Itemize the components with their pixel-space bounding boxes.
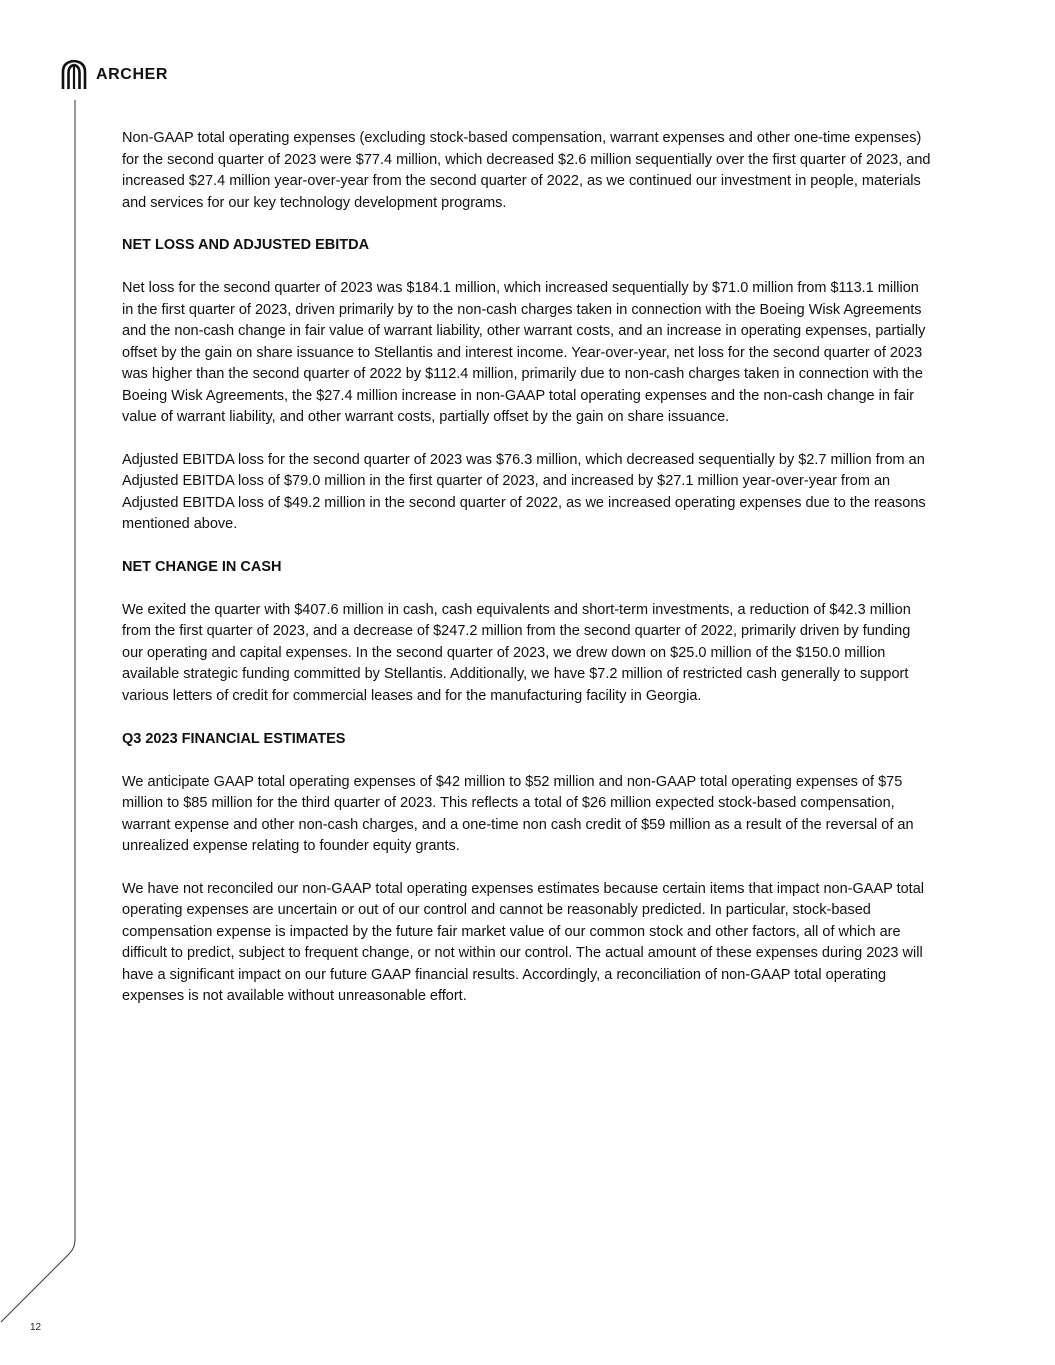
q3-estimates-paragraph: We anticipate GAAP total operating expenses of $42 million to $52 million and non-GAAP total operating expenses of $75 million to $85 million for the third quarter of 2023. This reflects a total of $26 million expected stock-based compensation, warrant expense and other non-cash charges, and a one-time non cash credit of $59 million as a result of the reversal of an unrealized expense relating to founder equity grants. <box>122 773 914 855</box>
document-body <box>122 128 934 1029</box>
net-change-cash-paragraph: We exited the quarter with $407.6 million in cash, cash equivalents and short-term investments, a reduction of $42.3 million from the first quarter of 2023, and a decrease of $247.2 million from the second quarter of 2022, primarily driven by funding our operating and capital expenses. In the second quarter of 2023, we drew down on $25.0 million of the $150.0 million available strategic funding committed by Stellantis. Additionally, we have $7.2 million of restricted cash generally to support various letters of credit for commercial leases and for the manufacturing facility in Georgia. <box>122 601 911 704</box>
brand-header <box>61 60 168 90</box>
section-heading-net-change-cash: NET CHANGE IN CASH <box>122 559 282 576</box>
brand-name: ARCHER <box>96 66 169 83</box>
opex-paragraph: Non-GAAP total operating expenses (excluding stock-based compensation, warrant expenses and other one-time expenses) for the second quarter of 2023 were $77.4 million, which decreased $2.6 million sequentially over the first quarter of 2023, and increased $27.4 million year-over-year from the second quarter of 2022, as we continued our investment in people, materials and services for our key technology development programs. <box>122 130 931 211</box>
adjusted-ebitda-paragraph: Adjusted EBITDA loss for the second quarter of 2023 was $76.3 million, which decreased sequentially by $2.7 million from an Adjusted EBITDA loss of $79.0 million in the first quarter of 2023, and increased by $27.1 million year-over-year from an Adjusted EBITDA loss of $49.2 million in the second quarter of 2022, as we increased operating expenses due to the reasons mentioned above. <box>122 451 926 533</box>
reconciliation-paragraph: We have not reconciled our non-GAAP total operating expenses estimates because certain items that impact non-GAAP total operating expenses are uncertain or out of our control and cannot be reasonably predicted. In particular, stock-based compensation expense is impacted by the future fair market value of our common stock and other factors, all of which are difficult to predict, subject to frequent change, or not within our control. The actual amount of these expenses during 2023 will have a significant impact on our future GAAP financial results. Accordingly, a reconciliation of non-GAAP total operating expenses is not available without unreasonable effort. <box>122 880 924 1005</box>
page-number: 12 <box>30 1322 42 1333</box>
section-heading-net-loss: NET LOSS AND ADJUSTED EBITDA <box>122 237 370 254</box>
archer-logo-icon <box>61 60 87 90</box>
section-heading-q3-estimates: Q3 2023 FINANCIAL ESTIMATES <box>122 730 346 747</box>
net-loss-paragraph: Net loss for the second quarter of 2023 was $184.1 million, which increased sequentially by $71.0 million from $113.1 million in the first quarter of 2023, driven primarily by to the non-cash charges taken in connection with the Boeing Wisk Agreements and the non-cash change in fair value of warrant liability, other warrant costs, and an increase in operating expenses, partially offset by the gain on share issuance to Stellantis and interest income. Year-over-year, net loss for the second quarter of 2023 was higher than the second quarter of 2022 by $112.4 million, primarily due to non-cash charges taken in connection with the Boeing Wisk Agreements, the $27.4 million increase in non-GAAP total operating expenses and the non-cash change in fair value of warrant liability, and other warrant costs, partially offset by the gain on share issuance. <box>122 280 926 426</box>
